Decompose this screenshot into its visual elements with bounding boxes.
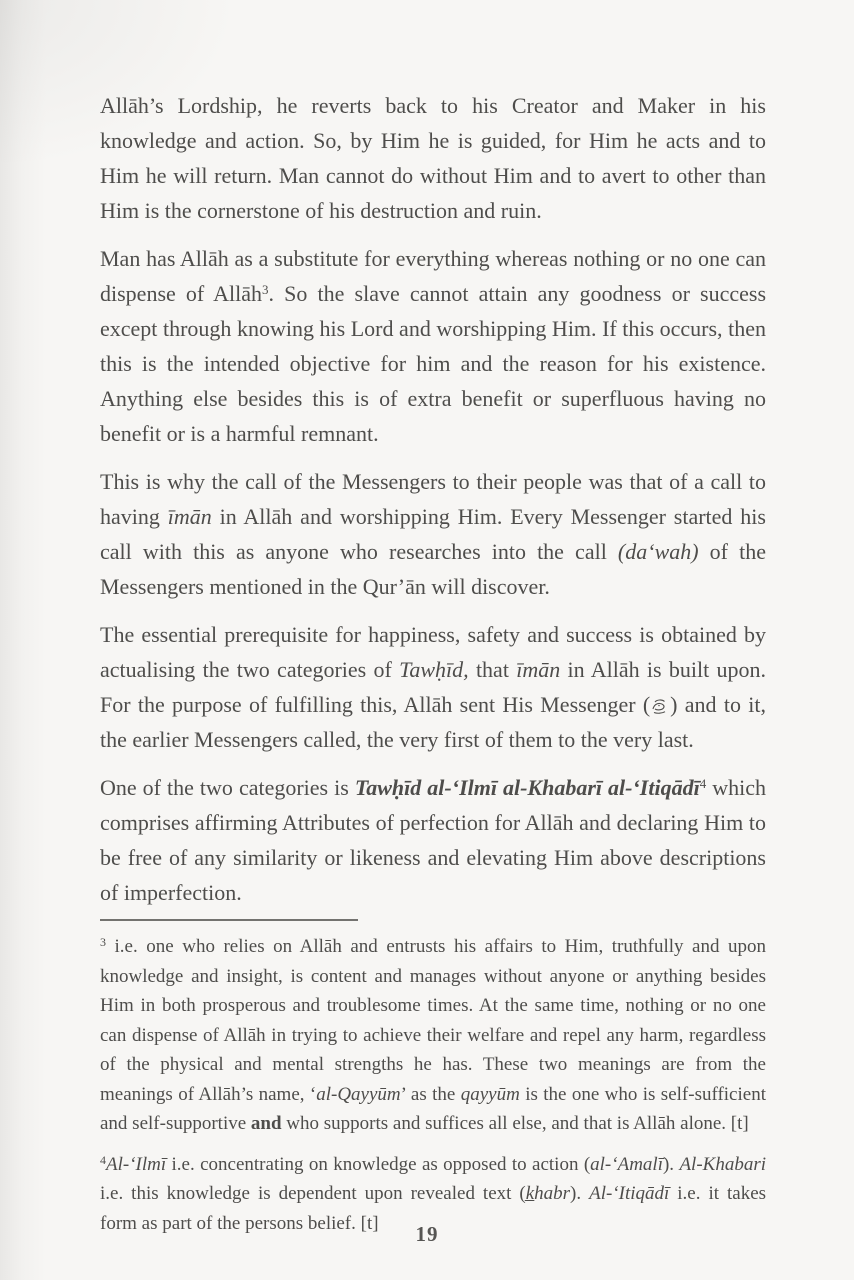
footnote-text: i.e. one who relies on Allāh and entrusts his affairs to Him, truthfully and upon knowledge and insight, is content and manages without anyone or anything besides Him in both prosperous and troublesome times. At the same time, nothing or no one can dispense of Allāh in trying to achieve their welfare and repel any harm, regardless of the physical and mental strengths he has. These two meanings are from the meanings of Allāh’s name, ‘ [100,936,766,1105]
paragraph-text: One of the two categories is [100,775,355,800]
paragraph-text: This is why the call of the Messengers to their people was that of a call to having [100,469,766,529]
body-paragraph-3 [100,464,766,604]
footnote-text: i.e. concentrating on knowledge as opposed to action ( [166,1153,591,1175]
footnote-ref-3: 3 [262,282,269,297]
footnote-marker: 4 [100,1152,106,1167]
paragraph-text: The essential prerequisite for happiness, safety and success is obtained by actualising the two categories of [100,622,766,682]
body-paragraph-4 [100,617,766,757]
footnote-divider [100,919,358,921]
paragraph-text: ) and to it, the earlier Messengers called, the very first of them to the very last. [100,692,766,752]
italic-term-al-khabari: Al-Khabari [679,1153,766,1175]
italic-term-al-amali: al-‘Amalī [590,1153,663,1175]
paragraph-text: Allāh’s Lordship, he reverts back to his Creator and Maker in his knowledge and action. So, by Him he is guided, for Him he acts and to Him he will return. Man cannot do without Him and to avert to other than Him is the cornerstone of his destruction and ruin. [100,93,766,223]
italic-term-khabr: k̲habr [525,1183,571,1204]
footnote-text: i.e. it takes form as part of the persons belief. [t] [100,1183,767,1234]
footnote-text: i.e. this knowledge is dependent upon revealed text ( [100,1183,526,1204]
italic-term-qayyum: qayyūm [460,1083,520,1105]
italic-term-al-qayyum: al-Qayyūm [316,1083,401,1105]
footnote-text: who supports and suffices all else, and that is Allāh alone. [t] [281,1113,749,1134]
footnote-3 [100,932,766,1139]
body-paragraph-5 [100,770,766,910]
body-paragraph-1 [100,88,766,228]
italic-term-al-ilmi: Al-‘Ilmī [106,1153,167,1175]
paragraph-text: . So the slave cannot attain any goodness or success except through knowing his Lord and worshipping Him. If this occurs, then this is the intended objective for him and the reason for his existence. Anything else besides this is of extra benefit or superfluous having no benefit or is a harmful remnant. [100,281,767,446]
page-body-text [100,88,766,910]
page-content [100,88,766,1249]
bold-term-and: and [250,1113,282,1134]
paragraph-text: which comprises affirming Attributes of perfection for Allāh and declaring Him to be free of any similarity or likeness and elevating Him above descriptions of imperfection. [100,775,766,905]
paragraph-text: that [468,657,517,682]
paragraph-text: of the Messengers mentioned in the Qur’ān will discover. [100,539,766,599]
footnote-text: is the one who is self-sufficient and self-supportive [100,1083,766,1134]
body-paragraph-2 [100,241,766,451]
footnote-text: ’ as the [400,1083,461,1105]
paragraph-text: in Allāh and worshipping Him. Every Messenger started his call with this as anyone who researches into the call [100,504,766,564]
italic-term-tawhid: Tawḥīd, [399,657,469,682]
paragraph-text: Man has Allāh as a substitute for everything whereas nothing or no one can dispense of Allāh [100,246,766,306]
footnotes-section [100,932,766,1238]
footnote-ref-4: 4 [699,776,707,791]
italic-term-dawah: (da‘wah) [617,539,699,564]
sallallahu-alayhi-wasallam-icon [650,691,670,711]
page-number: 19 [415,1222,439,1246]
footnote-text: ). [662,1153,680,1175]
paragraph-text: in Allāh is built upon. For the purpose of fulfilling this, Allāh sent His Messenger ( [100,657,766,717]
italic-term-al-itiqadi: Al-‘Itiqādī [589,1183,670,1204]
italic-term-iman: īmān [516,657,561,682]
bold-italic-term-tawhid-categories: Tawḥīd al-‘Ilmī al-Khabarī al-‘Itiqādī [354,775,700,800]
footnote-marker: 3 [100,935,106,949]
footnote-text: ). [570,1183,590,1204]
italic-term-iman: īmān [167,504,212,529]
